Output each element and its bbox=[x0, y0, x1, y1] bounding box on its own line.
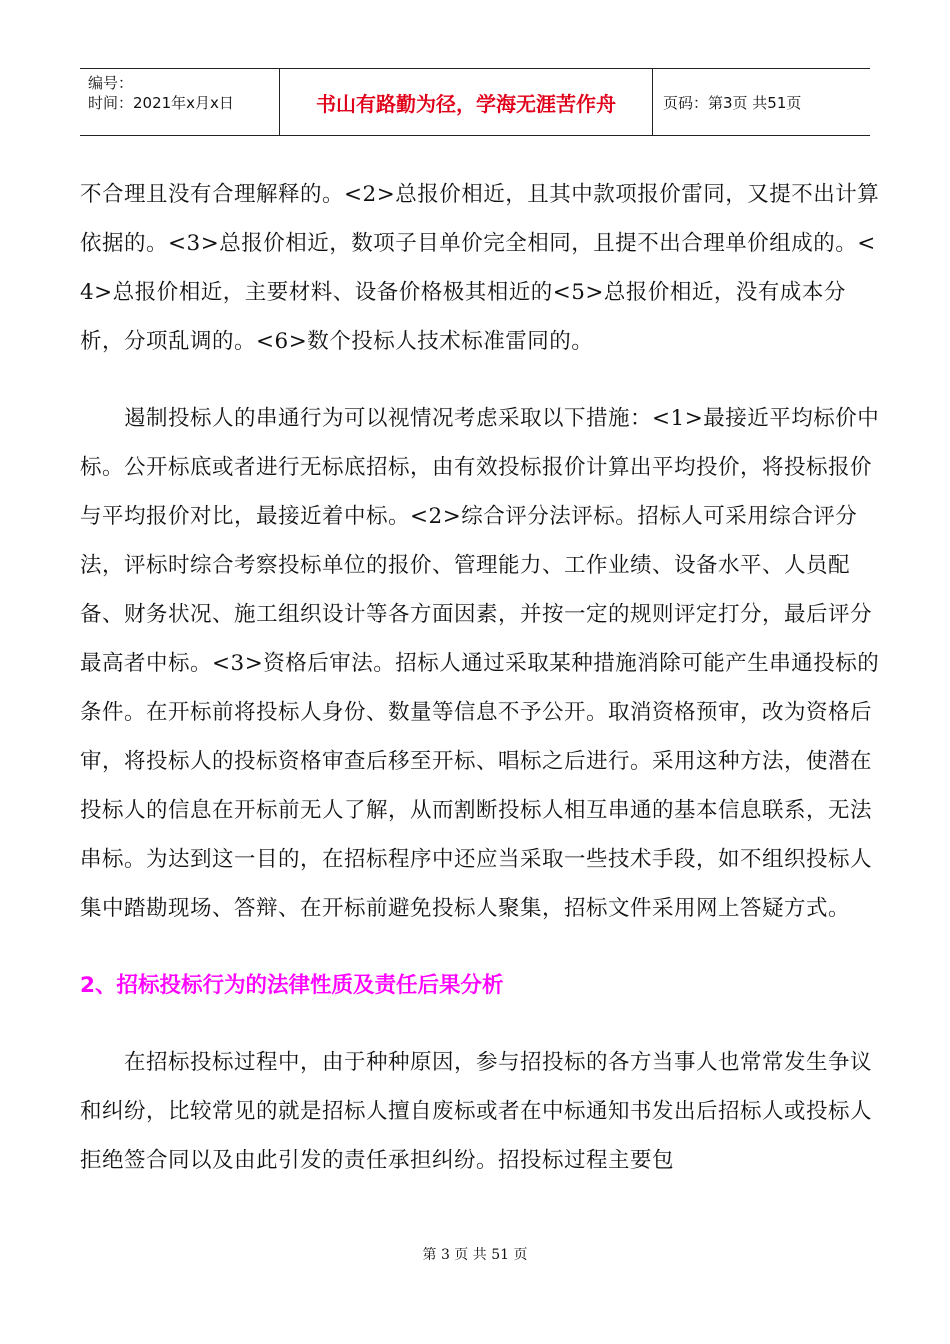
header-meta bbox=[80, 69, 280, 135]
header-number-label: 编号： bbox=[88, 74, 134, 92]
header-motto: 书山有路勤为径，学海无涯苦作舟 bbox=[280, 69, 653, 135]
body-paragraph-3: 在招标投标过程中，由于种种原因，参与招投标的各方当事人也常常发生争议和纠纷，比较常见的就是招标人擅自废标或者在中标通知书发出后招标人或投标人拒绝签合同以及由此引发的责任承担纠纷。招投标过程主要包 bbox=[80, 1050, 873, 1173]
header-page-info: 页码：第3页 共51页 bbox=[663, 93, 802, 112]
body-paragraph-1: 不合理且没有合理解释的。<2>总报价相近，且其中款项报价雷同，又提不出计算依据的。<3>总报价相近，数项子目单价完全相同，且提不出合理单价组成的。<4>总报价相近，主要材料、设备价格极其相近的<5>总报价相近，没有成本分析，分项乱调的。<6>数个投标人技术标准雷同的。 bbox=[80, 182, 880, 354]
document-body bbox=[80, 170, 880, 1185]
header-date-label: 时间：2021年x月x日 bbox=[88, 94, 234, 112]
page-footer: 第 3 页 共 51 页 bbox=[422, 1247, 528, 1263]
body-paragraph-2: 遏制投标人的串通行为可以视情况考虑采取以下措施：<1>最接近平均标价中标。公开标底或者进行无标底招标，由有效投标报价计算出平均投价，将投标报价与平均报价对比，最接近着中标。<2>综合评分法评标。招标人可采用综合评分法，评标时综合考察投标单位的报价、管理能力、工作业绩、设备水平、人员配备、财务状况、施工组织设计等各方面因素，并按一定的规则评定打分，最后评分最高者中标。<3>资格后审法。招标人通过采取某种措施消除可能产生串通投标的条件。在开标前将投标人身份、数量等信息不予公开。取消资格预审，改为资格后审，将投标人的投标资格审查后移至开标、唱标之后进行。采用这种方法，使潜在投标人的信息在开标前无人了解，从而割断投标人相互串通的基本信息联系，无法串标。为达到这一目的，在招标程序中还应当采取一些技术手段，如不组织投标人集中踏勘现场、答辩、在开标前避免投标人聚集，招标文件采用网上答疑方式。 bbox=[80, 406, 880, 921]
section-heading: 2、招标投标行为的法律性质及责任后果分析 bbox=[80, 973, 504, 998]
page-header bbox=[80, 68, 870, 136]
